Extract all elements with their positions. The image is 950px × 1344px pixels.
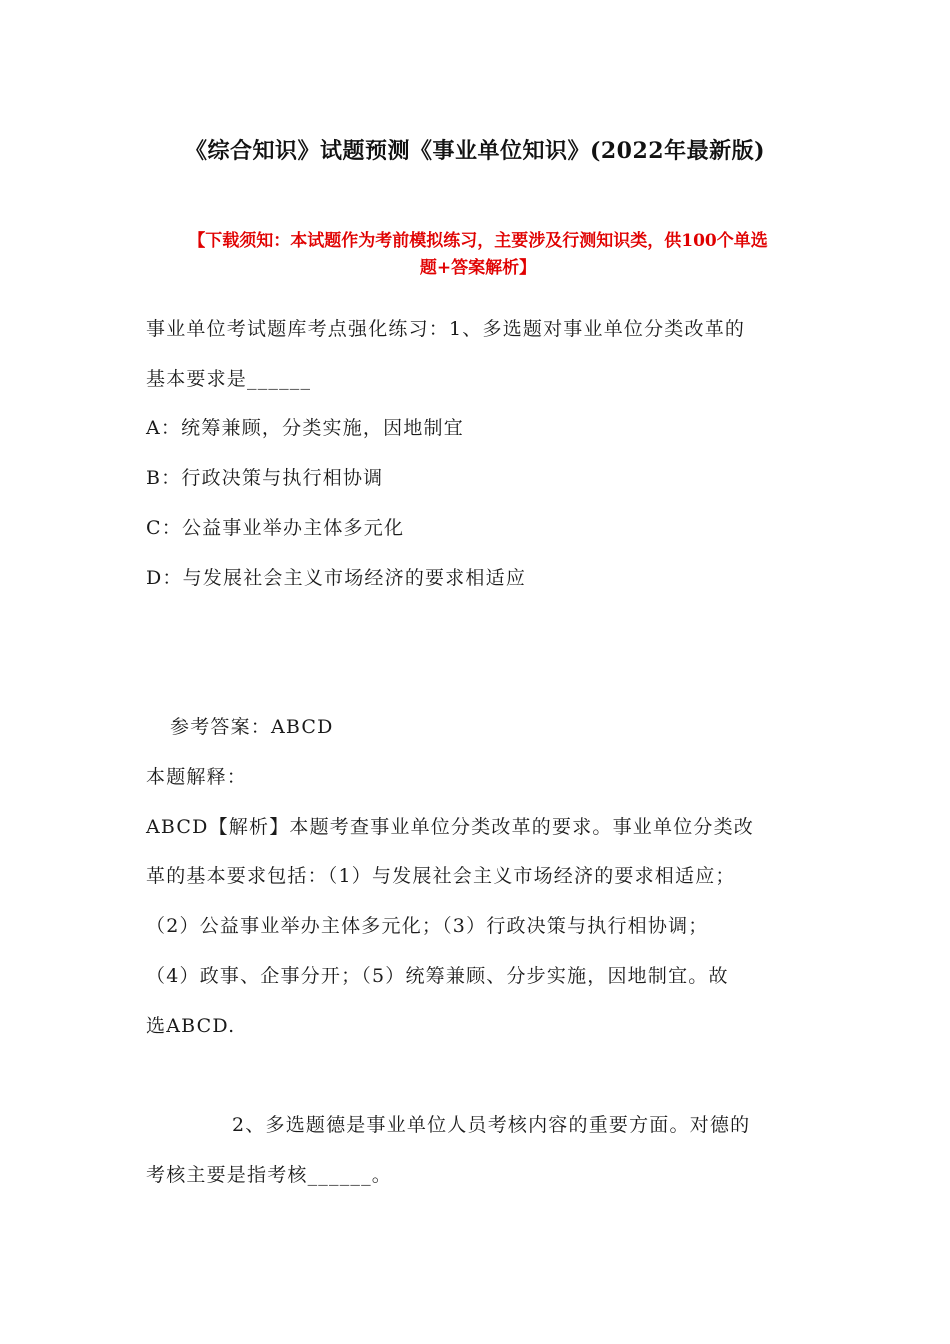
q1-option-b: B：行政决策与执行相协调 [146,467,384,489]
q1-option-c: C：公益事业举办主体多元化 [146,517,405,539]
q1-text-line-1: 事业单位考试题库考点强化练习：1、多选题对事业单位分类改革的 [146,318,746,340]
q1-explain-line-3: （2）公益事业举办主体多元化；（3）行政决策与执行相协调； [146,915,709,937]
q1-explain-line-4: （4）政事、企事分开；（5）统筹兼顾、分步实施，因地制宜。故 [146,965,729,987]
notice-line-2: 题+答案解析】 [419,258,537,278]
notice-line-1: 【下载须知：本试题作为考前模拟练习，主要涉及行测知识类，供100个单选 [188,231,768,251]
q1-answer: 参考答案：ABCD [170,716,334,738]
q1-explain-line-5: 选ABCD. [146,1015,236,1037]
document-title: 《综合知识》试题预测《事业单位知识》(2022年最新版) [184,138,766,164]
q1-explain-label: 本题解释： [146,766,248,788]
q1-explain-line-2: 革的基本要求包括：（1）与发展社会主义市场经济的要求相适应； [146,865,736,887]
q1-option-d: D：与发展社会主义市场经济的要求相适应 [146,567,527,589]
q2-text-line-2: 考核主要是指考核______。 [146,1164,393,1186]
q1-option-a: A：统筹兼顾，分类实施，因地制宜 [146,417,464,439]
q1-text-line-2: 基本要求是______ [146,368,312,390]
q2-text-line-1: 2、多选题德是事业单位人员考核内容的重要方面。对德的 [232,1114,751,1136]
q1-explain-line-1: ABCD【解析】本题考查事业单位分类改革的要求。事业单位分类改 [146,816,755,838]
download-notice [148,228,808,282]
